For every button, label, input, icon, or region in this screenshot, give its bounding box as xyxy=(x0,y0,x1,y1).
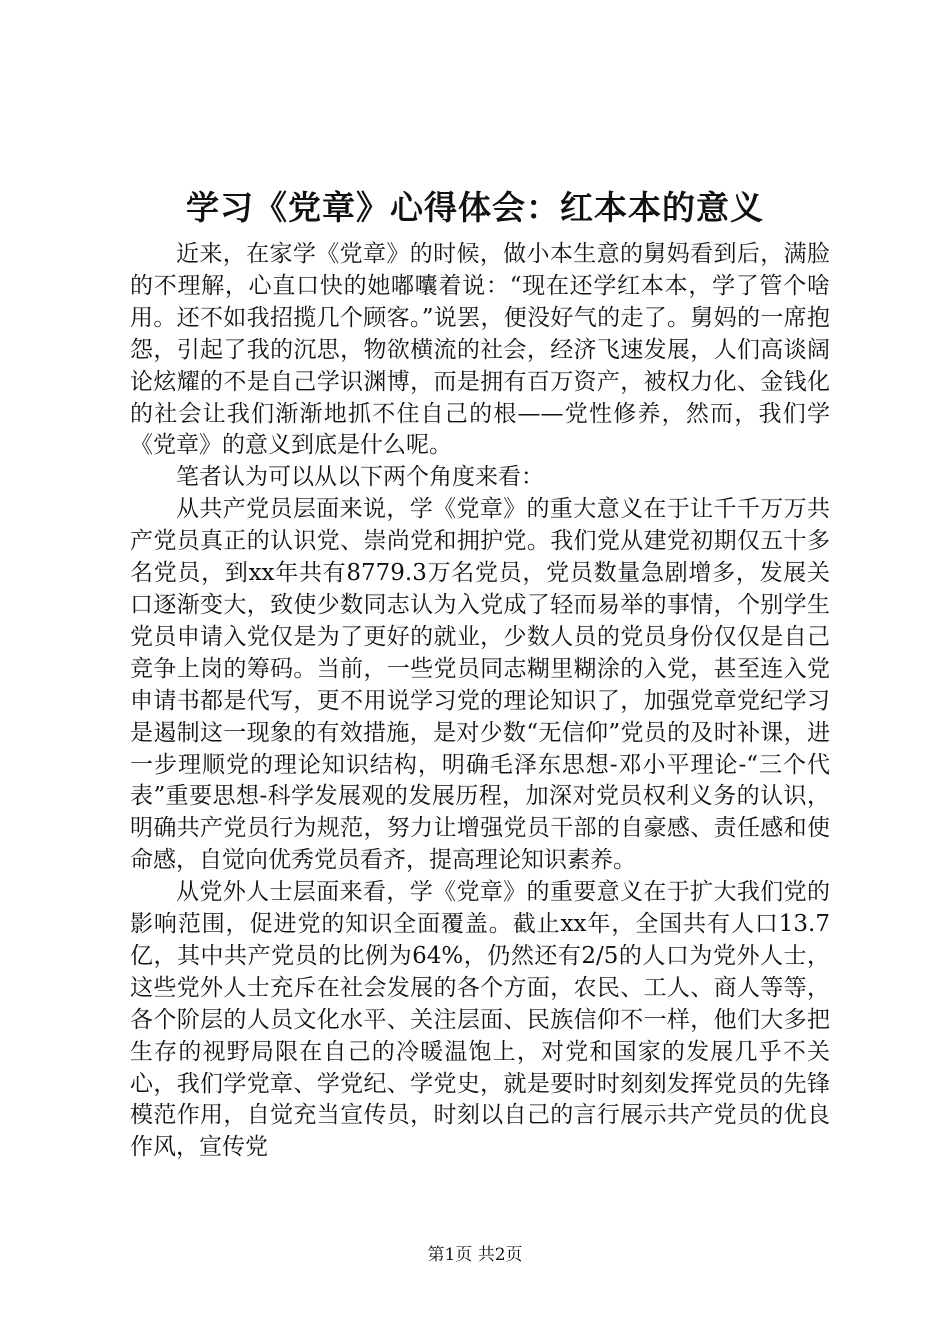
paragraph-party-members: 从共产党员层面来说，学《党章》的重大意义在于让千千万万共产党员真正的认识党、崇尚党和拥护党。我们党从建党初期仅五十多名党员，到xx年共有8779.3万名党员，党员数量急剧增多，发展关口逐渐变大，致使少数同志认为入党成了轻而易举的事情，个别学生党员申请入党仅是为了更好的就业，少数人员的党员身份仅仅是自己竞争上岗的筹码。当前，一些党员同志糊里糊涂的入党，甚至连入党申请书都是代写，更不用说学习党的理论知识了，加强党章党纪学习是遏制这一现象的有效措施，是对少数“无信仰”党员的及时补课，进一步理顺党的理论知识结构，明确毛泽东思想-邓小平理论-“三个代表”重要思想-科学发展观的发展历程，加深对党员权利义务的认识，明确共产党员行为规范，努力让增强党员干部的自豪感、责任感和使命感，自觉向优秀党员看齐，提高理论知识素养。 xyxy=(130,496,830,874)
document-body xyxy=(130,239,830,1164)
page-footer: 第1页 共2页 xyxy=(427,1245,523,1265)
paragraph-non-party: 从党外人士层面来看，学《党章》的重要意义在于扩大我们党的影响范围，促进党的知识全面覆盖。截止xx年，全国共有人口13.7亿，其中共产党员的比例为64%，仍然还有2/5的人口为党外人士，这些党外人士充斥在社会发展的各个方面，农民、工人、商人等等，各个阶层的人员文化水平、关注层面、民族信仰不一样，他们大多把生存的视野局限在自己的冷暖温饱上，对党和国家的发展几乎不关心，我们学党章、学党纪、学党史，就是要时时刻刻发挥党员的先锋模范作用，自觉充当宣传员，时刻以自己的言行展示共产党员的优良作风，宣传党 xyxy=(130,879,830,1161)
paragraph-perspectives: 笔者认为可以从以下两个角度来看： xyxy=(176,464,544,491)
document-title: 学习《党章》心得体会：红本本的意义 xyxy=(186,188,764,227)
paragraph-intro: 近来，在家学《党章》的时候，做小本生意的舅妈看到后，满脸的不理解，心直口快的她嘟囔着说：“现在还学红本本，学了管个啥用。还不如我招揽几个顾客。”说罢，便没好气的走了。舅妈的一席抱怨，引起了我的沉思，物欲横流的社会，经济飞速发展，人们高谈阔论炫耀的不是自己学识渊博，而是拥有百万资产，被权力化、金钱化的社会让我们渐渐地抓不住自己的根——党性修养，然而，我们学《党章》的意义到底是什么呢。 xyxy=(130,241,830,459)
